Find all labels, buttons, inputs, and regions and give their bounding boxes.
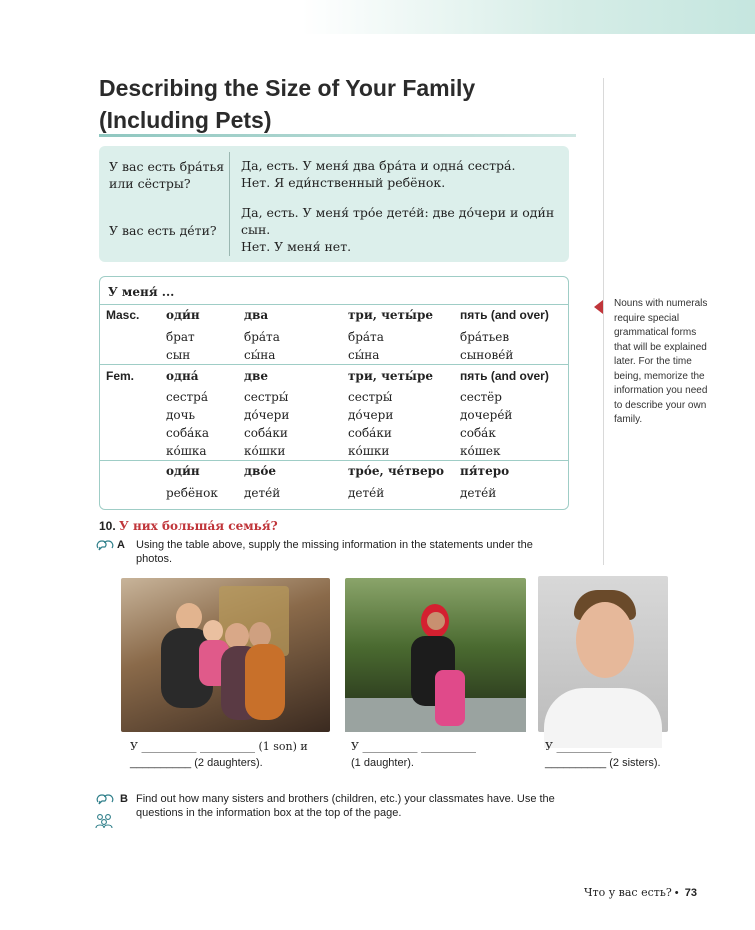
group-work-icon (95, 813, 113, 829)
person-head (176, 603, 202, 631)
info-question-1: У вас есть бра́тья или сёстры? (109, 159, 225, 191)
table-cell: ко́шки (244, 444, 286, 458)
page-number: 73 (684, 887, 697, 899)
table-rule (100, 364, 568, 365)
table-cell: ко́шка (166, 444, 207, 458)
caption-1-line-2: __________ (2 daughters). (130, 757, 263, 769)
exercise-b (120, 792, 590, 820)
table-cell: сестры́ (348, 390, 393, 404)
table-cell: сы́на (348, 348, 380, 362)
caption-3-line-2: __________ (2 sisters). (545, 757, 661, 769)
table-head-cell: одна́ (166, 369, 199, 383)
table-cell: бра́та (348, 330, 384, 344)
table-cell: соба́ка (166, 426, 209, 440)
info-box-divider (229, 152, 230, 256)
table-cell: сынове́й (460, 348, 514, 362)
table-head-cell: три, четы́ре (348, 308, 433, 322)
table-head-cell: оди́н (166, 464, 200, 478)
info-answer-1 (241, 157, 561, 191)
info-question-2: У вас есть де́ти? (109, 223, 217, 238)
table-cell: соба́ки (244, 426, 288, 440)
table-cell: сестры́ (244, 390, 289, 404)
table-rule (100, 304, 568, 305)
child-head (203, 620, 223, 642)
person-face (576, 602, 634, 678)
footer-bullet: • (674, 887, 679, 899)
table-cell: сын (166, 348, 191, 362)
page-title: Describing the Size of Your Family (Including Pets) (99, 75, 476, 133)
side-note-marker (594, 300, 603, 314)
info-answer-2 (241, 204, 561, 255)
table-cell: соба́ки (348, 426, 392, 440)
numeral-table (99, 276, 569, 510)
table-cell: дете́й (460, 486, 497, 500)
table-head-cell: две (244, 369, 268, 383)
table-cell: сы́на (244, 348, 276, 362)
exercise-heading: У них больша́я семья́? (119, 519, 278, 533)
table-cell: дете́й (348, 486, 385, 500)
table-cell: сестра́ (166, 390, 209, 404)
info-answer-2-no: Нет. У меня́ нет. (241, 239, 352, 254)
pair-work-icon (96, 539, 114, 551)
table-cell: соба́к (460, 426, 496, 440)
table-cell: до́чери (244, 408, 290, 422)
pair-work-icon (96, 793, 114, 805)
table-head-cell: три, четы́ре (348, 369, 433, 383)
table-cell: ко́шки (348, 444, 390, 458)
table-head-cell: пять (and over) (460, 308, 549, 322)
pink-bag (435, 670, 465, 726)
table-cell: бра́та (244, 330, 280, 344)
exercise-title (99, 519, 278, 533)
info-answer-2-yes: Да, есть. У меня́ тро́е дете́й: две до́чери и оди́н сын. (241, 205, 555, 237)
side-note: Nouns with numerals require special grammatical forms that will be explained later. For the time being, memorize the information you need to describe your own family. (614, 298, 708, 425)
exercise-b-text: Find out how many sisters and brothers (children, etc.) your classmates have. Use the questions in the information box at the top of the page. (136, 793, 555, 819)
caption-2 (351, 738, 531, 772)
table-cell: бра́тьев (460, 330, 510, 344)
table-cell: дочь (166, 408, 196, 422)
exercise-a-text: Using the table above, supply the missing information in the statements under the photos. (136, 539, 533, 565)
table-head-cell: пя́теро (460, 464, 510, 478)
table-head-cell: дво́е (244, 464, 276, 478)
person-body (245, 644, 285, 720)
footer-section-title: Что у вас есть? (584, 886, 672, 899)
title-underline (99, 134, 576, 137)
top-color-band (0, 0, 755, 34)
table-cell: сестёр (460, 390, 502, 404)
info-answer-1-no: Нет. Я еди́нственный ребёнок. (241, 175, 446, 190)
caption-3-line-1: У __________ (545, 740, 612, 753)
family-photo (121, 578, 330, 732)
exercise-a (117, 538, 567, 566)
table-cell: ко́шек (460, 444, 501, 458)
page-footer (584, 886, 697, 899)
caption-2-line-1: У __________ __________ (351, 740, 476, 753)
table-header: У меня́ ... (108, 285, 175, 299)
table-head-cell: оди́н (166, 308, 200, 322)
exercise-a-letter: A (117, 539, 125, 551)
man-photo (538, 576, 668, 732)
margin-divider (603, 78, 604, 565)
exercise-number: 10. (99, 519, 116, 533)
woman-photo (345, 578, 526, 732)
table-head-cell: тро́е, че́тверо (348, 464, 445, 478)
info-box (99, 146, 569, 262)
table-cell: дочере́й (460, 408, 513, 422)
caption-1-line-1: У __________ __________ (1 son) и (130, 740, 308, 753)
person-face (427, 612, 445, 630)
table-cell: до́чери (348, 408, 394, 422)
info-answer-1-yes: Да, есть. У меня́ два бра́та и одна́ сестра́. (241, 158, 516, 173)
table-head-cell: два (244, 308, 269, 322)
masc-label: Masc. (106, 308, 140, 322)
table-cell: брат (166, 330, 195, 344)
table-head-cell: пять (and over) (460, 369, 549, 383)
exercise-b-letter: B (120, 793, 128, 805)
caption-2-line-2: (1 daughter). (351, 757, 414, 769)
table-cell: дете́й (244, 486, 281, 500)
table-rule (100, 460, 568, 461)
caption-3 (545, 738, 685, 772)
caption-1 (130, 738, 340, 772)
fem-label: Fem. (106, 369, 135, 383)
table-cell: ребёнок (166, 486, 218, 500)
